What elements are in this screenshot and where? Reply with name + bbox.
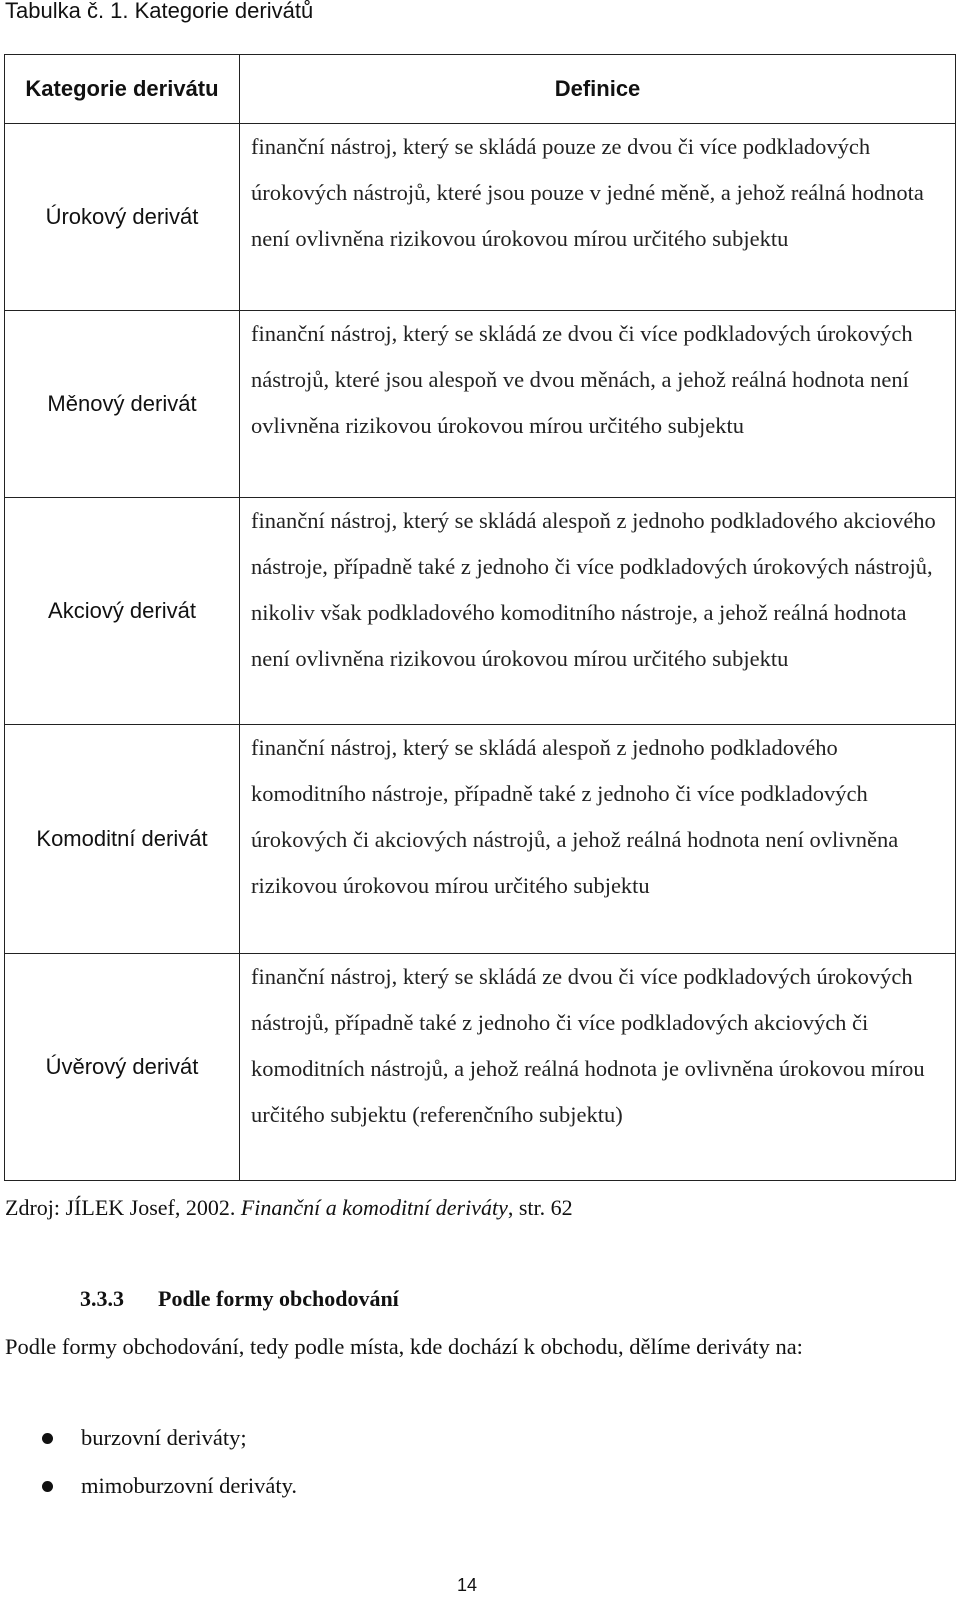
definition-cell: finanční nástroj, který se skládá alespoň z jednoho podkladového komoditního nástroje, případně také z jednoho či více podkladových úrokových či akciových nástrojů, a jehož reálná hodnota není ovlivněna rizikovou úrokovou mírou určitého subjektu	[240, 725, 956, 954]
list-item	[0, 1416, 600, 1464]
list-item-text: mimoburzovní deriváty.	[81, 1473, 297, 1498]
source-title: Finanční a komoditní deriváty	[240, 1195, 508, 1220]
body-paragraph: Podle formy obchodování, tedy podle místa, kde dochází k obchodu, dělíme deriváty na:	[5, 1334, 803, 1359]
table-header-row	[5, 55, 956, 124]
bullet-icon	[42, 1481, 53, 1492]
table-source	[5, 1191, 573, 1225]
source-suffix: , str. 62	[507, 1195, 573, 1220]
category-cell: Úvěrový derivát	[5, 954, 240, 1181]
definition-cell: finanční nástroj, který se skládá pouze ze dvou či více podkladových úrokových nástrojů, které jsou pouze v jedné měně, a jehož reálná hodnota není ovlivněna rizikovou úrokovou mírou určitého subjektu	[240, 124, 956, 311]
list-item	[0, 1464, 600, 1512]
derivative-categories-table	[4, 54, 956, 1181]
table-row	[5, 124, 956, 311]
source-prefix: Zdroj: JÍLEK Josef, 2002.	[5, 1195, 241, 1220]
section-number: 3.3.3	[80, 1286, 124, 1311]
list-item-text: burzovní deriváty;	[81, 1425, 247, 1450]
bullet-icon	[42, 1433, 53, 1444]
category-cell: Měnový derivát	[5, 311, 240, 498]
category-cell: Úrokový derivát	[5, 124, 240, 311]
table-row	[5, 725, 956, 954]
definition-cell: finanční nástroj, který se skládá ze dvou či více podkladových úrokových nástrojů, které jsou alespoň ve dvou měnách, a jehož reálná hodnota není ovlivněna rizikovou úrokovou mírou určitého subjektu	[240, 311, 956, 498]
definition-cell: finanční nástroj, který se skládá ze dvou či více podkladových úrokových nástrojů, případně také z jednoho či více podkladových akciových či komoditních nástrojů, a jehož reálná hodnota je ovlivněna úrokovou mírou určitého subjektu (referenčního subjektu)	[240, 954, 956, 1181]
bullet-list	[0, 1416, 600, 1512]
table-row	[5, 954, 956, 1181]
column-header-category: Kategorie derivátu	[5, 55, 240, 124]
page-number: 14	[456, 1575, 478, 1595]
table-row	[5, 311, 956, 498]
table-caption: Tabulka č. 1. Kategorie derivátů	[5, 0, 314, 23]
definition-cell: finanční nástroj, který se skládá alespoň z jednoho podkladového akciového nástroje, případně také z jednoho či více podkladových úrokových nástrojů, nikoliv však podkladového komoditního nástroje, a jehož reálná hodnota není ovlivněna rizikovou úrokovou mírou určitého subjektu	[240, 498, 956, 725]
category-cell: Komoditní derivát	[5, 725, 240, 954]
table-row	[5, 498, 956, 725]
section-heading	[80, 1282, 399, 1316]
section-title: Podle formy obchodování	[158, 1286, 399, 1311]
category-cell: Akciový derivát	[5, 498, 240, 725]
column-header-definition: Definice	[240, 55, 956, 124]
